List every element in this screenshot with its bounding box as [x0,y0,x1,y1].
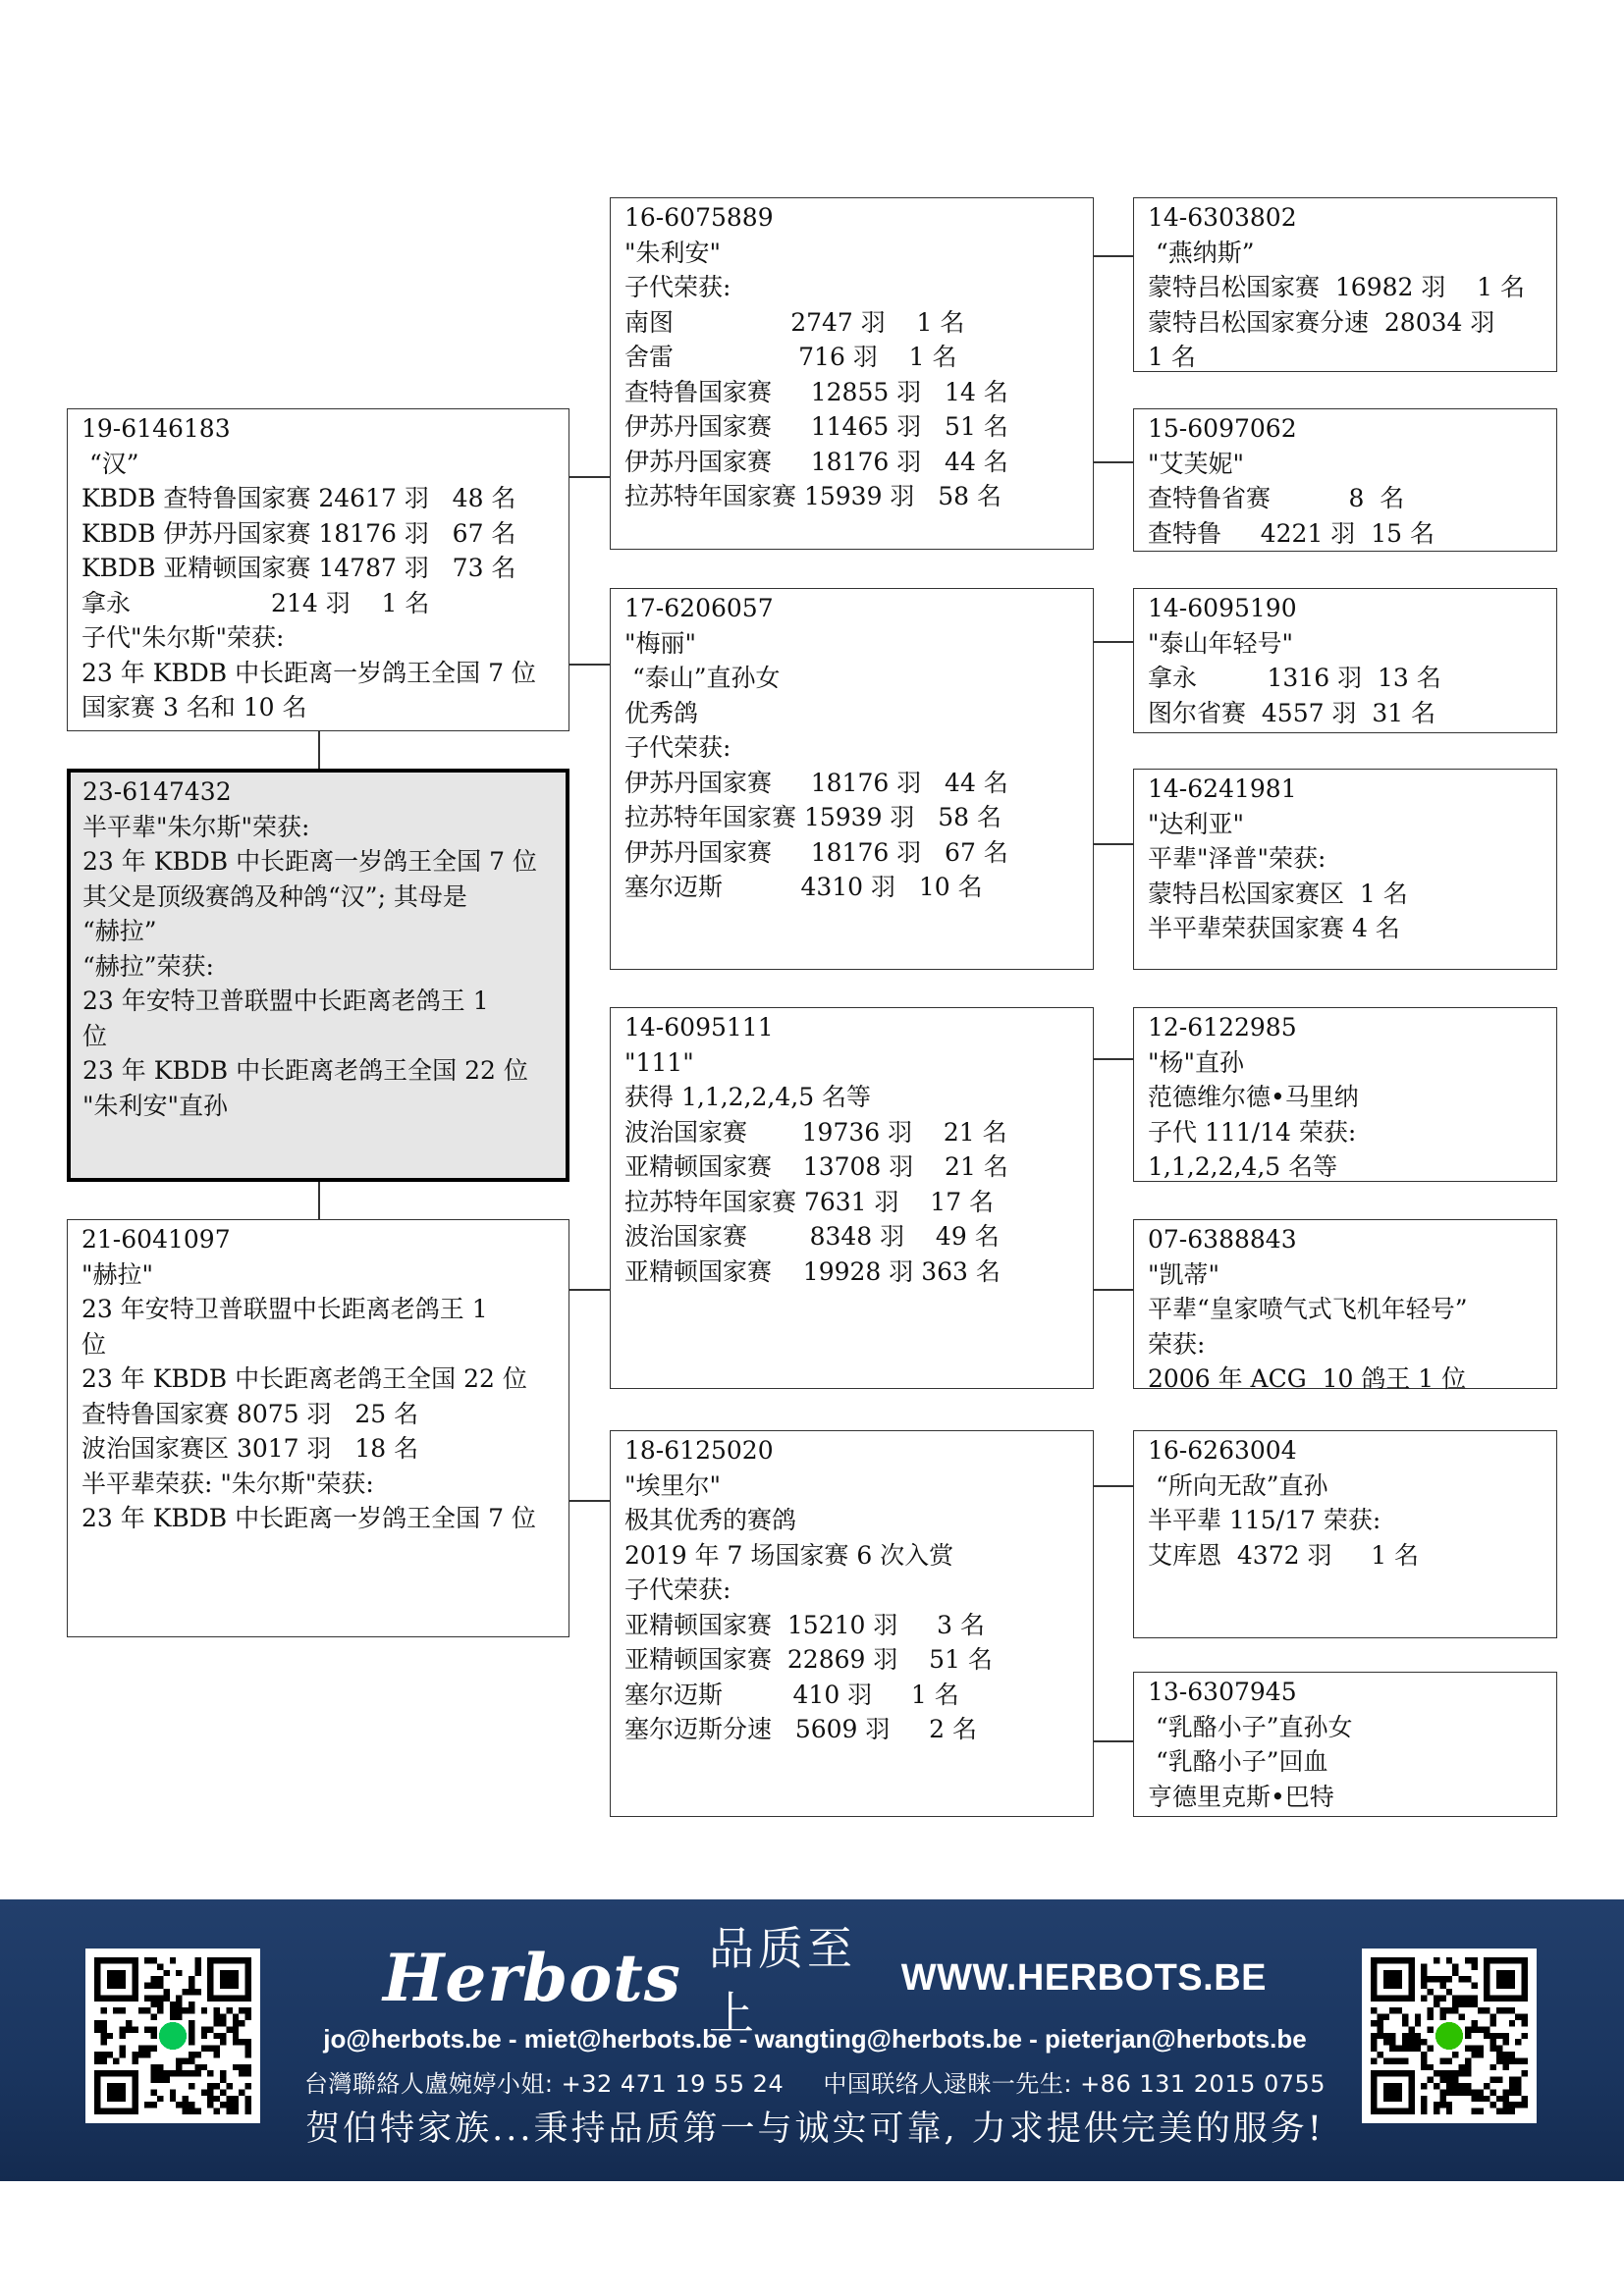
pedigree-line: 子代 111/14 荣获: [1148,1117,1357,1147]
pedigree-line: 拿永 1316 羽 13 名 [1148,664,1441,692]
pedigree-line: 优秀鸽 [624,698,699,727]
pedigree-line: 查特鲁国家赛 12855 羽 14 名 [624,377,1008,406]
email-addresses[interactable]: jo@herbots.be - miet@herbots.be - wangting@herbots.be - pieterjan@herbots.be [323,2024,1307,2054]
pedigree-line: 波治国家赛区 3017 羽 18 名 [81,1434,419,1463]
pedigree-line: 平辈"泽普"荣获: [1148,844,1326,873]
pigeon-name: “所向无敌”直孙 [1148,1470,1328,1500]
grandsire-maternal-card [610,1007,1094,1389]
connector-sire-ss [569,476,610,478]
pedigree-line: 极其优秀的赛鸽 [624,1506,797,1534]
ring-number: 13-6307945 [1148,1678,1297,1706]
brand-row [383,1922,1267,2040]
pedigree-line: 亚精顿国家赛 13708 羽 21 名 [624,1152,1008,1181]
pigeon-name: “汉” [81,449,139,478]
contact-china: 中国联络人逯睐一先生: +86 131 2015 0755 [823,2070,1326,2098]
great-grandsire-dss-card [1133,1007,1557,1182]
pedigree-line: 拿永 214 羽 1 名 [81,588,430,617]
pigeon-name: "埃里尔" [624,1470,721,1500]
great-granddam-ssd-card [1133,408,1557,552]
pedigree-line: 荣获: [1148,1329,1206,1359]
pigeon-name: 半平辈"朱尔斯"荣获: [82,812,310,841]
contact-taiwan: 台灣聯絡人盧婉婷小姐: +32 471 19 55 24 [303,2070,785,2098]
pedigree-line: 平辈“皇家喷气式飞机年轻号” [1148,1295,1468,1323]
pedigree-line: 查特鲁国家赛 8075 羽 25 名 [81,1399,419,1428]
pigeon-name: "达利亚" [1148,809,1244,838]
pedigree-line: 国家赛 3 名和 10 名 [81,693,307,721]
pedigree-line: 艾库恩 4372 羽 1 名 [1148,1540,1420,1570]
pedigree-line: 查特鲁省赛 8 名 [1148,484,1405,512]
great-grandsire-dds-card [1133,1430,1557,1638]
pedigree-line: 拉苏特年国家赛 15939 羽 58 名 [624,803,1002,831]
pedigree-line: “赫拉”荣获: [82,951,214,981]
pedigree-line: 亨德里克斯•巴特 [1148,1782,1334,1811]
pedigree-line: KBDB 亚精顿国家赛 14787 羽 73 名 [81,554,516,582]
great-granddam-dsd-card [1133,1219,1557,1393]
pedigree-line: 蒙特吕松国家赛区 1 名 [1148,879,1408,908]
pedigree-line: 23 年 KBDB 中长距离一岁鸽王全国 7 位 [81,658,536,687]
connector-dam-ds [569,1289,610,1291]
ring-number: 12-6122985 [1148,1013,1297,1041]
pedigree-line: 亚精顿国家赛 15210 羽 3 名 [624,1610,985,1639]
pedigree-line: 波治国家赛 8348 羽 49 名 [624,1222,1000,1251]
pedigree-line: 蒙特吕松国家赛分速 28034 羽 [1148,307,1495,337]
pigeon-name: "111" [624,1047,694,1077]
contact-phones [226,2064,1404,2099]
pedigree-line: 子代"朱尔斯"荣获: [81,623,285,652]
pedigree-line: 伊苏丹国家赛 18176 羽 44 名 [624,447,1008,476]
pigeon-name: “乳酪小子”直孙女 [1148,1712,1353,1741]
pedigree-line: 蒙特吕松国家赛 16982 羽 1 名 [1148,273,1526,301]
pedigree-line: 位 [81,1329,107,1359]
ring-number: 18-6125020 [624,1436,774,1465]
pedigree-line: 伊苏丹国家赛 11465 羽 51 名 [624,412,1008,441]
ring-number: 14-6095190 [1148,594,1297,622]
pedigree-line: KBDB 查特鲁国家赛 24617 羽 48 名 [81,484,516,512]
pedigree-line: 2006 年 ACG 10 鸽王 1 位 [1148,1364,1467,1393]
pedigree-line: “泰山”直孙女 [624,664,781,692]
pedigree-line: 23 年安特卫普联盟中长距离老鸽王 1 [81,1295,488,1323]
connector-ss-ssd [1094,461,1133,463]
footer-banner [0,1899,1624,2181]
pedigree-line: “乳酪小子”回血 [1148,1747,1328,1776]
granddam-paternal-card [610,588,1094,970]
dam-card [67,1219,569,1637]
ring-number: 14-6095111 [624,1013,774,1041]
great-granddam-sdd-card [1133,769,1557,970]
pedigree-line: 子代荣获: [624,273,731,301]
subject-pigeon-card [67,769,569,1182]
pedigree-line: 舍雷 716 羽 1 名 [624,343,957,371]
pedigree-line: 半平辈荣获: "朱尔斯"荣获: [81,1468,374,1498]
pigeon-name: "凯蒂" [1148,1259,1219,1289]
ring-number: 16-6263004 [1148,1436,1297,1465]
ring-number: 15-6097062 [1148,414,1297,443]
pedigree-line: 查特鲁 4221 羽 15 名 [1148,518,1435,548]
pedigree-line: 获得 1,1,2,2,4,5 名等 [624,1083,872,1111]
ring-number: 17-6206057 [624,594,774,622]
pigeon-name: "艾芙妮" [1148,449,1244,478]
pedigree-line: 图尔省赛 4557 羽 31 名 [1148,698,1436,727]
pedigree-line: 塞尔迈斯 4310 羽 10 名 [624,873,983,901]
pedigree-line: 1 名 [1148,343,1196,371]
pigeon-name: "赫拉" [81,1259,153,1289]
pedigree-line: 2019 年 7 场国家赛 6 次入赏 [624,1540,954,1570]
grandsire-paternal-card [610,197,1094,550]
pedigree-line: 半平辈 115/17 荣获: [1148,1506,1381,1534]
website-link[interactable]: WWW.HERBOTS.BE [900,1956,1267,1999]
pedigree-line: 23 年 KBDB 中长距离一岁鸽王全国 7 位 [81,1504,536,1532]
ring-number: 14-6303802 [1148,203,1297,232]
pigeon-name: "泰山年轻号" [1148,628,1293,658]
pedigree-line: 塞尔迈斯 410 羽 1 名 [624,1680,959,1709]
pedigree-line: 23 年 KBDB 中长距离老鸽王全国 22 位 [81,1364,527,1393]
pedigree-line: 拉苏特年国家赛 15939 羽 58 名 [624,482,1002,510]
pedigree-line: 亚精顿国家赛 22869 羽 51 名 [624,1645,993,1674]
pedigree-line: 23 年安特卫普联盟中长距离老鸽王 1 [82,987,489,1015]
pedigree-line: 亚精顿国家赛 19928 羽 363 名 [624,1256,1001,1286]
connector-sd-sdd [1094,843,1133,845]
pedigree-line: 伊苏丹国家赛 18176 羽 44 名 [624,768,1008,797]
connector-ds-dsd [1094,1289,1133,1291]
connector-ss-sss [1094,255,1133,257]
great-grandsire-sds-card [1133,588,1557,733]
pedigree-line: 1,1,2,2,4,5 名等 [1148,1152,1338,1181]
great-granddam-ddd-card [1133,1672,1557,1817]
pedigree-line: 23 年 KBDB 中长距离一岁鸽王全国 7 位 [82,847,537,876]
pedigree-line: 塞尔迈斯分速 5609 羽 2 名 [624,1715,977,1743]
pigeon-name: “燕纳斯” [1148,238,1255,267]
connector-dam-dd [569,1500,610,1502]
connector-dd-dds [1094,1485,1133,1487]
pedigree-line: 其父是顶级赛鸽及种鸽“汉”; 其母是 [82,881,467,911]
pigeon-name: "杨"直孙 [1148,1047,1244,1077]
pedigree-line: 范德维尔德•马里纳 [1148,1083,1359,1111]
ring-number: 19-6146183 [81,414,231,443]
pedigree-line: 子代荣获: [624,1575,731,1604]
connector-subject-dam [318,1182,320,1219]
brand-tagline: 品质至上 [708,1922,856,2040]
pedigree-line: 波治国家赛 19736 羽 21 名 [624,1117,1007,1147]
pedigree-line: 半平辈荣获国家赛 4 名 [1148,914,1400,942]
wechat-qr-code-icon [1362,1949,1537,2123]
pedigree-line: 南图 2747 羽 1 名 [624,307,965,337]
ring-number: 21-6041097 [81,1225,231,1254]
connector-sire-subject [318,731,320,769]
sire-card [67,408,569,731]
herbots-logo: Herbots [383,1940,681,2016]
connector-ds-dss [1094,1058,1133,1060]
connector-sire-sd [569,664,610,666]
slogan: 贺伯特家族...秉持品质第一与诚实可靠, 力求提供完美的服务! [305,2109,1325,2149]
pedigree-line: 拉苏特年国家赛 7631 羽 17 名 [624,1187,995,1216]
ring-number: 14-6241981 [1148,774,1297,803]
pedigree-line: 子代荣获: [624,733,731,762]
pedigree-line: 伊苏丹国家赛 18176 羽 67 名 [624,837,1008,867]
great-grandsire-sss-card [1133,197,1557,372]
connector-sd-sds [1094,641,1133,643]
pedigree-line: “赫拉” [82,917,157,945]
pedigree-line: 位 [82,1021,108,1050]
pigeon-name: "朱利安" [624,238,721,267]
granddam-maternal-card [610,1430,1094,1817]
pigeon-name: "梅丽" [624,628,696,658]
connector-dd-ddd [1094,1740,1133,1742]
ring-number: 23-6147432 [82,777,232,806]
ring-number: 07-6388843 [1148,1225,1297,1254]
ring-number: 16-6075889 [624,203,774,232]
pedigree-line: KBDB 伊苏丹国家赛 18176 羽 67 名 [81,518,516,548]
pedigree-line: "朱利安"直孙 [82,1091,228,1120]
pedigree-line: 23 年 KBDB 中长距离老鸽王全国 22 位 [82,1056,528,1085]
